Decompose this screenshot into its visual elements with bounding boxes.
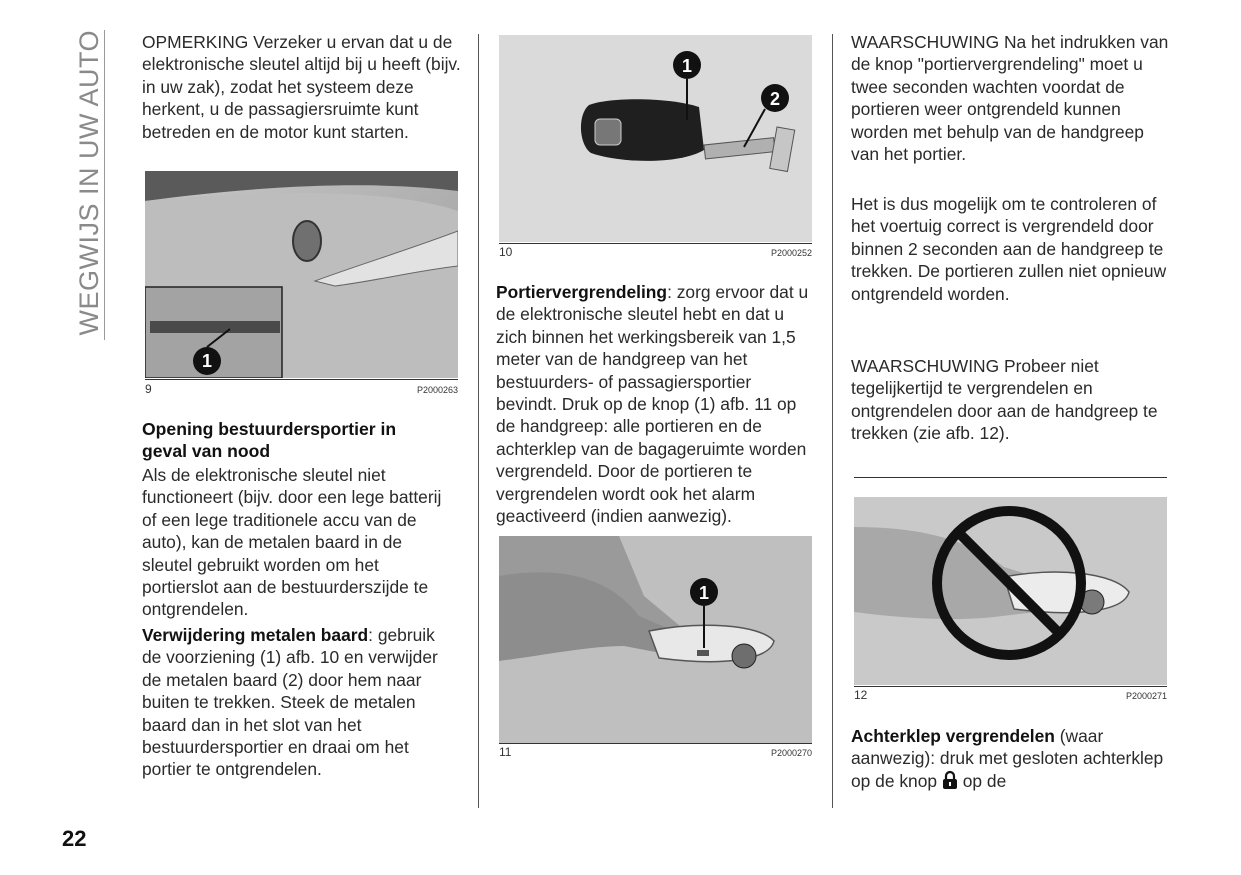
figure-9-callout: 1	[201, 351, 213, 371]
page-number: 22	[62, 826, 87, 851]
chapter-side-title	[72, 30, 106, 340]
column-divider-2	[832, 34, 833, 808]
figure-9-code: P2000263	[416, 385, 458, 395]
figure-12-top-rule	[854, 477, 1167, 478]
figure-11-number: 11	[499, 745, 512, 759]
text-tailgate-locking-b: op de	[957, 770, 1007, 791]
figure-11	[499, 536, 812, 743]
figure-10-code: P2000252	[770, 248, 812, 258]
paragraph-check-locked: Het is dus mogelijk om te controleren of het voertuig correct is vergrendeld door binnen 2 seconden aan de handgreep te trekken. De portieren zullen niet opnieuw ontgrendeld worden.	[851, 194, 1167, 304]
figure-12-code: P2000271	[1125, 691, 1167, 701]
figure-9-number: 9	[145, 382, 152, 396]
text-remove-metal-blade: : gebruik de voorziening (1) afb. 10 en verwijder de metalen baard (2) door hem naar buiten te trekken. Steek de metalen baard dan in het slot van het bestuurdersportier en draai om het portier te ontgrendelen.	[142, 625, 438, 780]
figure-10-rule	[499, 243, 812, 244]
text-door-locking: : zorg ervoor dat u de elektronische sleutel hebt en dat u zich binnen het werkingsbereik van 1,5 meter van de handgreep van het bestuurders- of passagiersportier bevindt. Druk op de knop (1) afb. 11 op de handgreep: alle portieren en de achterklep van de bagageruimte worden vergrendeld. Door de portieren te vergrendelen wordt ook het alarm geactiveerd (indien aanwezig).	[496, 282, 809, 527]
figure-12-rule	[854, 686, 1167, 687]
figure-11-callout: 1	[698, 583, 710, 603]
text-tailgate-locking-a: (waar aanwezig): druk met gesloten achterklep op de knop	[851, 726, 1164, 791]
side-title-rule	[104, 30, 105, 340]
column-divider-1	[478, 34, 479, 808]
subheading-door-locking: Portiervergrendeling	[496, 282, 668, 302]
figure-10-callout-1: 1	[681, 56, 693, 76]
section-heading-emergency-opening: Opening bestuurdersportier in geval van nood	[142, 419, 397, 462]
note-opmerking: OPMERKING Verzeker u ervan dat u de elektronische sleutel altijd bij u heeft (bijv. in uw zak), zodat het systeem deze herkent, u de passagiersruimte kunt betreden en de motor kunt starten.	[142, 32, 461, 142]
subheading-remove-metal-blade: Verwijdering metalen baard	[142, 625, 369, 645]
paragraph-tailgate-locking	[851, 725, 1171, 795]
figure-10-callout-2: 2	[769, 89, 781, 109]
figure-11-rule	[499, 743, 812, 744]
figure-11-code: P2000270	[770, 748, 812, 758]
paragraph-door-locking	[496, 281, 816, 527]
figure-12	[854, 497, 1167, 685]
subheading-tailgate-locking: Achterklep vergrendelen	[851, 726, 1055, 746]
paragraph-remove-metal-blade	[142, 624, 452, 781]
figure-10-number: 10	[499, 245, 513, 259]
figure-9	[145, 171, 458, 378]
figure-10	[499, 35, 812, 242]
warning-wait-two-seconds: WAARSCHUWING Na het indrukken van de knop "portiervergrendeling" moet u twee seconden wachten voordat de portieren weer ontgrendeld kunnen worden met behulp van de handgreep van het portier.	[851, 32, 1169, 165]
warning-do-not-lock-unlock: WAARSCHUWING Probeer niet tegelijkertijd te vergrendelen en ontgrendelen door aan de handgreep te trekken (zie afb. 12).	[851, 356, 1158, 444]
padlock-icon	[942, 770, 958, 795]
figure-9-rule	[145, 379, 458, 380]
paragraph-emergency-opening: Als de elektronische sleutel niet functioneert (bijv. door een lege batterij of een lege traditionele accu van de auto), kan de metalen baard in de sleutel gebruikt worden om het portierslot aan de bestuurderszijde te ontgrendelen.	[142, 465, 442, 620]
figure-12-number: 12	[854, 688, 868, 702]
chapter-side-title-text: WEGWIJS IN UW AUTO	[74, 30, 104, 336]
